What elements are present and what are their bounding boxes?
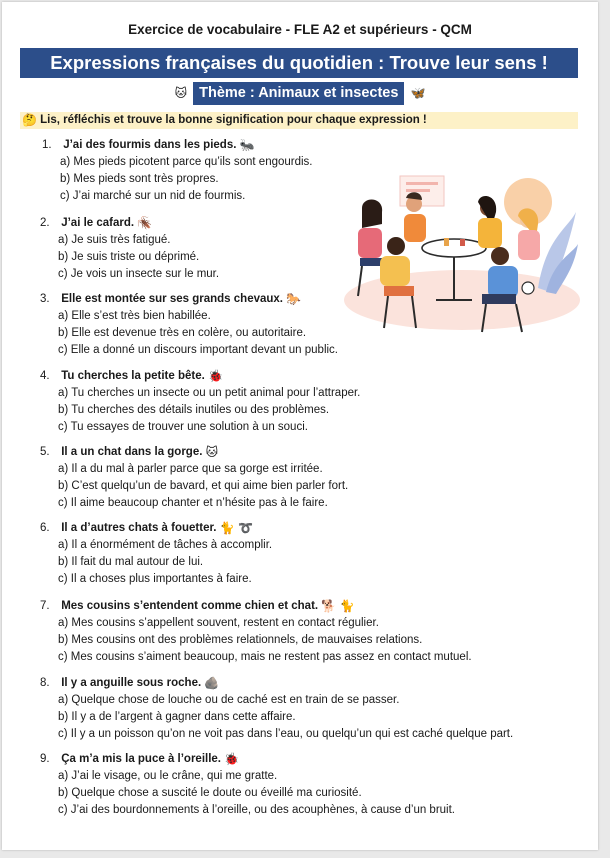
expression-text: Il a un chat dans la gorge. (61, 446, 203, 458)
option-c[interactable]: c) Mes cousins s’aiment beaucoup, mais ne restent pas assez en contact mutuel. (58, 651, 472, 663)
option-b[interactable]: b) Je suis triste ou déprimé. (58, 251, 200, 263)
expression-text: Il y a anguille sous roche. (61, 677, 202, 689)
question-number: 8. (40, 677, 50, 689)
rock-icon: 🪨 (204, 675, 220, 690)
theme-row (0, 81, 600, 105)
theme-label: Thème : Animaux et insectes (193, 82, 404, 105)
ladybug-icon: 🐞 (208, 368, 223, 383)
cockroach-icon: 🪳 (137, 215, 153, 230)
option-c[interactable]: c) Il y a un poisson qu’on ne voit pas dans l’eau, ou quelqu’un qui est caché quelque part. (58, 728, 514, 740)
question-8 (40, 675, 560, 743)
option-a[interactable]: a) Il a énormément de tâches à accomplir. (58, 539, 273, 551)
question-expression (40, 675, 560, 692)
question-number: 6. (40, 522, 50, 534)
option-a[interactable]: a) Il a du mal à parler parce que sa gorge est irritée. (58, 463, 323, 475)
question-expression (40, 444, 560, 461)
flea-icon: 🐞 (224, 751, 240, 766)
option-c[interactable]: c) Il aime beaucoup chanter et n’hésite pas à le faire. (58, 497, 328, 509)
expression-text: Tu cherches la petite bête. (61, 370, 205, 382)
worksheet-supertitle: Exercice de vocabulaire - FLE A2 et supérieurs - QCM (128, 22, 472, 37)
option-c[interactable]: c) J’ai marché sur un nid de fourmis. (60, 190, 246, 202)
question-number: 7. (40, 600, 50, 612)
option-a[interactable]: a) Tu cherches un insecte ou un petit animal pour l’attraper. (58, 387, 361, 399)
option-b[interactable]: b) Il y a de l’argent à gagner dans cette affaire. (58, 711, 296, 723)
option-b[interactable]: b) Quelque chose a suscité le doute ou éveillé ma curiosité. (58, 787, 362, 799)
dog-cat-icon: 🐕 🐈 (321, 598, 355, 613)
option-b[interactable]: b) Mes pieds sont très propres. (60, 173, 219, 185)
option-b[interactable]: b) Mes cousins ont des problèmes relationnels, de mauvaises relations. (58, 634, 423, 646)
expression-text: Mes cousins s’entendent comme chien et chat. (61, 600, 319, 612)
question-number: 1. (42, 139, 52, 151)
option-a[interactable]: a) Je suis très fatigué. (58, 234, 171, 246)
cat-icon: 🐱 (174, 86, 188, 100)
question-9 (40, 751, 560, 819)
option-a[interactable]: a) J’ai le visage, ou le crâne, qui me gratte. (58, 770, 278, 782)
option-a[interactable]: a) Quelque chose de louche ou de caché est en train de se passer. (58, 694, 400, 706)
option-c[interactable]: c) Elle a donné un discours important devant un public. (58, 344, 338, 356)
instruction-banner (20, 112, 578, 129)
expression-text: Ça m’a mis la puce à l’oreille. (61, 753, 221, 765)
question-5 (40, 444, 560, 512)
question-expression (40, 368, 560, 385)
question-7 (40, 598, 560, 666)
option-c[interactable]: c) J’ai des bourdonnements à l’oreille, ou des acouphènes, à cause d’un bruit. (58, 804, 455, 816)
question-expression (40, 215, 560, 232)
option-b[interactable]: b) Il fait du mal autour de lui. (58, 556, 204, 568)
question-number: 3. (40, 293, 50, 305)
question-6 (40, 520, 560, 588)
question-4 (40, 368, 560, 436)
question-number: 2. (40, 217, 50, 229)
thinking-face-icon: 🤔 (22, 112, 37, 127)
question-expression (42, 137, 562, 154)
option-a[interactable]: a) Mes cousins s’appellent souvent, restent en contact régulier. (58, 617, 379, 629)
instruction-text: Lis, réfléchis et trouve la bonne signification pour chaque expression ! (40, 114, 427, 126)
question-number: 5. (40, 446, 50, 458)
cat-face-icon: 🐱 (205, 444, 219, 459)
horse-icon: 🐎 (286, 291, 302, 306)
expression-text: J’ai des fourmis dans les pieds. (63, 139, 237, 151)
option-c[interactable]: c) Tu essayes de trouver une solution à un souci. (58, 421, 308, 433)
option-b[interactable]: b) Elle est devenue très en colère, ou autoritaire. (58, 327, 307, 339)
question-expression (40, 751, 560, 768)
expression-text: J’ai le cafard. (61, 217, 135, 229)
option-b[interactable]: b) C’est quelqu’un de bavard, et qui aime bien parler fort. (58, 480, 349, 492)
page-title: Expressions françaises du quotidien : Trouve leur sens ! (20, 48, 578, 78)
option-a[interactable]: a) Elle s’est très bien habillée. (58, 310, 211, 322)
question-1 (42, 137, 562, 205)
question-expression (40, 291, 560, 308)
question-expression (40, 598, 560, 615)
butterfly-icon: 🦋 (410, 86, 426, 100)
option-c[interactable]: c) Je vois un insecte sur le mur. (58, 268, 220, 280)
option-c[interactable]: c) Il a choses plus importantes à faire. (58, 573, 252, 585)
question-expression (40, 520, 560, 537)
expression-text: Elle est montée sur ses grands chevaux. (61, 293, 283, 305)
cat-whip-icon: 🐈 ➰ (219, 520, 253, 535)
question-number: 9. (40, 753, 50, 765)
option-b[interactable]: b) Tu cherches des détails inutiles ou des problèmes. (58, 404, 330, 416)
question-2 (40, 215, 560, 283)
option-a[interactable]: a) Mes pieds picotent parce qu’ils sont engourdis. (60, 156, 313, 168)
ant-icon: 🐜 (239, 137, 255, 152)
question-number: 4. (40, 370, 50, 382)
question-3 (40, 291, 560, 359)
expression-text: Il a d’autres chats à fouetter. (61, 522, 217, 534)
